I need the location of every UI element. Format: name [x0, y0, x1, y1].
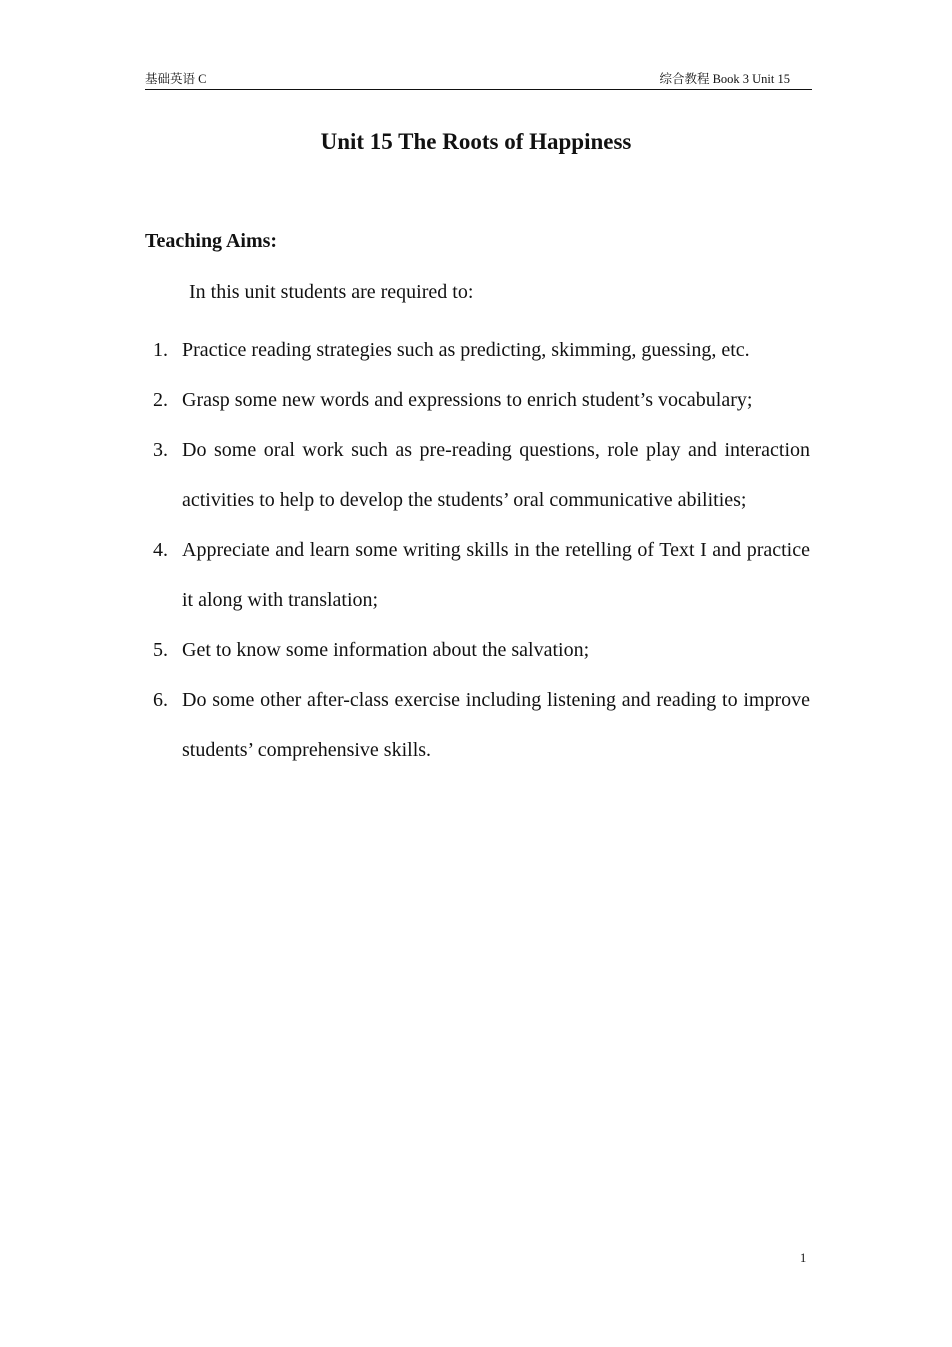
aim-number: 4.: [153, 539, 168, 561]
running-header: [145, 71, 812, 90]
aim-text: Appreciate and learn some writing skills in the retelling of Text I and practice it along with translation;: [182, 539, 810, 611]
aim-number: 1.: [153, 339, 168, 361]
aim-text: Get to know some information about the salvation;: [182, 639, 590, 661]
aim-number: 5.: [153, 639, 168, 661]
aim-number: 6.: [153, 689, 168, 711]
aim-text: Do some other after-class exercise including listening and reading to improve students’ comprehensive skills.: [182, 689, 810, 761]
aim-text: Practice reading strategies such as predicting, skimming, guessing, etc.: [182, 339, 750, 361]
teaching-aims-list: [145, 325, 810, 775]
page-number: 1: [800, 1251, 807, 1265]
aim-text: Grasp some new words and expressions to enrich student’s vocabulary;: [182, 389, 753, 411]
header-book-unit: 综合教程 Book 3 Unit 15: [659, 72, 790, 86]
aim-item-4: [145, 525, 810, 625]
unit-title: Unit 15 The Roots of Happiness: [320, 129, 632, 154]
section-heading-teaching-aims: Teaching Aims:: [145, 230, 278, 252]
aim-number: 3.: [153, 439, 168, 461]
header-course-name: 基础英语 C: [145, 72, 207, 86]
aim-item-2: [145, 375, 810, 425]
aim-item-6: [145, 675, 810, 775]
aim-item-5: [145, 625, 810, 675]
intro-sentence: In this unit students are required to:: [189, 281, 474, 303]
aim-number: 2.: [153, 389, 168, 411]
aim-text: Do some oral work such as pre-reading questions, role play and interaction activities to help to develop the students’ oral communicative abilities;: [182, 439, 810, 511]
aim-item-3: [145, 425, 810, 525]
aim-item-1: [145, 325, 810, 375]
